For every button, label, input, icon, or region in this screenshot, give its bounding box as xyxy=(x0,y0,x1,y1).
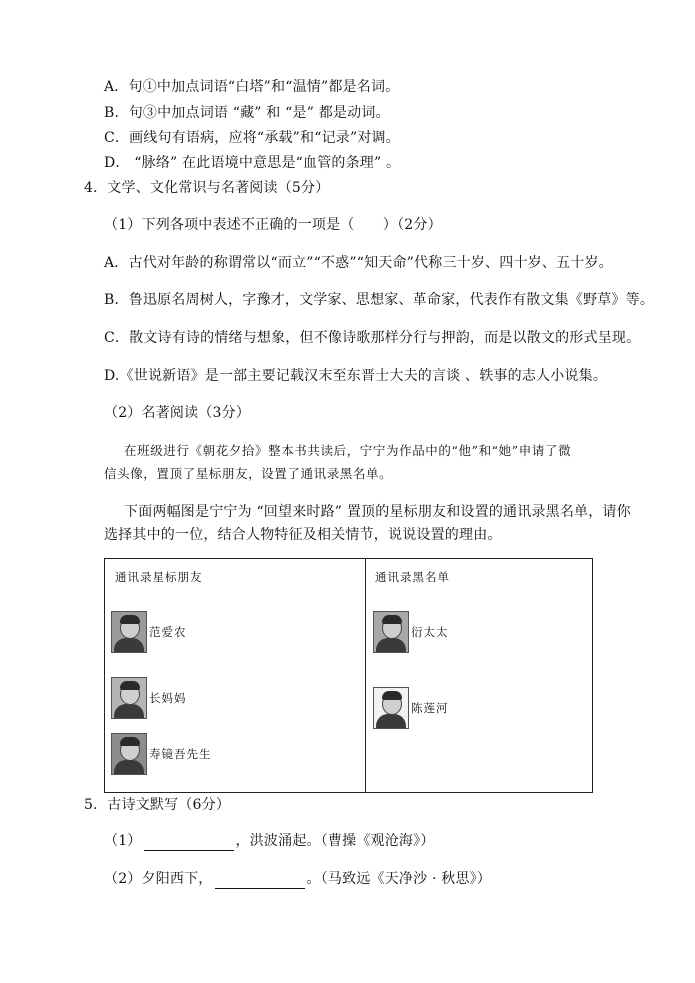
q4-sub2-intro-line1: 在班级进行《朝花夕拾》整本书共读后，宁宁为作品中的“他”和“她”申请了微 xyxy=(124,443,572,458)
contact-item xyxy=(111,677,187,719)
contact-item xyxy=(373,611,449,653)
answer-blank xyxy=(215,874,305,889)
q5-item2-pre: （2）夕阳西下， xyxy=(104,871,213,887)
contact-name: 范爱农 xyxy=(149,625,187,639)
q3-option-b: B．句③中加点词语 “藏” 和 “是” 都是动词。 xyxy=(104,105,390,121)
q5-item1-number: （1） xyxy=(104,833,142,849)
q4-sub1-option-b: B．鲁迅原名周树人，字豫才，文学家、思想家、革命家，代表作有散文集《野草》等。 xyxy=(104,292,655,308)
q3-option-a: A．句①中加点词语“白塔”和“温情”都是名词。 xyxy=(104,79,400,95)
table-divider xyxy=(365,559,366,792)
q4-sub2-task-line2: 选择其中的一位，结合人物特征及相关情节，说说设置的理由。 xyxy=(104,527,502,543)
q5-item1-text: ，洪波涌起。（曹操《观沧海》） xyxy=(235,833,435,849)
avatar xyxy=(373,611,409,653)
contact-name: 长妈妈 xyxy=(149,691,187,705)
q4-sub1-option-c: C．散文诗有诗的情绪与想象，但不像诗歌那样分行与押韵，而是以散文的形式呈现。 xyxy=(104,330,641,346)
q4-sub2-task-line1: 下面两幅图是宁宁为 “回望来时路” 置顶的星标朋友和设置的通讯录黑名单，请你 xyxy=(124,504,631,520)
q4-sub2-stem: （2）名著阅读（3分） xyxy=(104,405,251,421)
q4-heading: 4．文学、文化常识与名著阅读（5分） xyxy=(84,180,330,196)
contact-name: 衍太太 xyxy=(411,625,449,639)
q4-sub1-option-d: D.《世说新语》是一部主要记载汉末至东晋士大夫的言谈 、轶事的志人小说集。 xyxy=(104,368,608,384)
contact-item xyxy=(111,733,212,775)
q3-option-d: D． “脉络” 在此语境中意思是“血管的条理” 。 xyxy=(104,155,401,171)
q3-option-c: C．画线句有语病，应将“承载”和“记录”对调。 xyxy=(104,130,400,146)
q4-sub2-intro-line2: 信头像，置顶了星标朋友，设置了通讯录黑名单。 xyxy=(104,466,393,481)
contact-name: 陈莲河 xyxy=(411,701,449,715)
answer-blank xyxy=(144,836,234,851)
avatar xyxy=(111,677,147,719)
contacts-table xyxy=(104,558,593,793)
q5-heading: 5．古诗文默写（6分） xyxy=(84,797,231,813)
avatar xyxy=(111,611,147,653)
q5-item2 xyxy=(104,869,491,889)
blacklist-title: 通讯录黑名单 xyxy=(375,570,450,584)
q5-item1 xyxy=(104,831,435,851)
q5-item2-post: 。（马致远《天净沙 · 秋思》） xyxy=(306,871,492,887)
starred-friends-title: 通讯录星标朋友 xyxy=(115,570,203,584)
q4-sub1-option-a: A．古代对年龄的称谓常以“而立”“不惑”“知天命”代称三十岁、四十岁、五十岁。 xyxy=(104,255,613,271)
avatar xyxy=(373,687,409,729)
contact-name: 寿镜吾先生 xyxy=(149,747,212,761)
q4-sub1-stem: （1）下列各项中表述不正确的一项是（ ）（2分） xyxy=(104,217,442,233)
avatar xyxy=(111,733,147,775)
contact-item xyxy=(373,687,449,729)
contact-item xyxy=(111,611,187,653)
